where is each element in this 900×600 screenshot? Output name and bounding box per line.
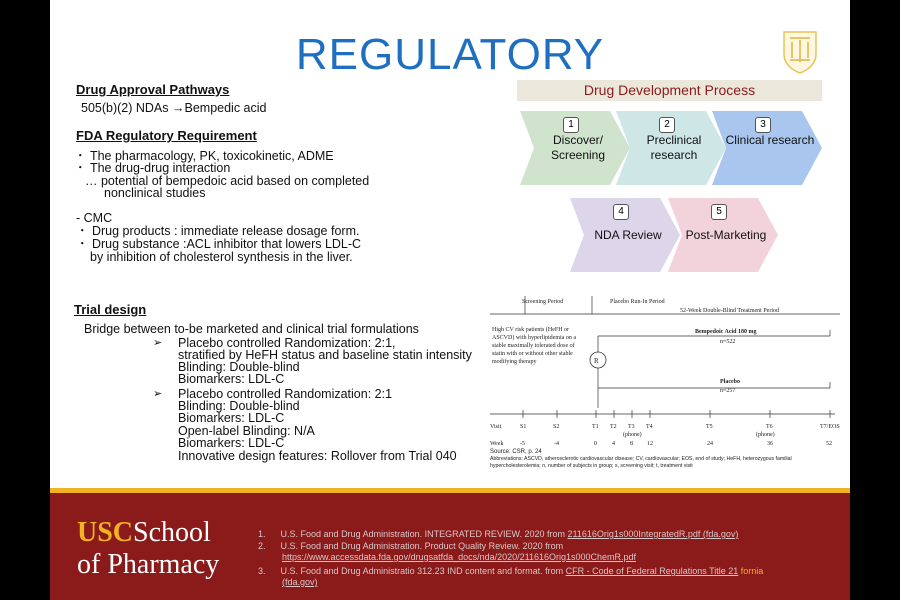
- visit-tick: T2: [610, 424, 617, 430]
- ref-number: 2.: [258, 541, 266, 551]
- ref-link[interactable]: https://www.accessdata.fda.gov/drugsatfda_docs/nda/2020/211616Orig1s000ChemR.pdf: [282, 552, 637, 562]
- drug-approval-heading: Drug Approval Pathways: [76, 82, 230, 97]
- week-label: Week: [490, 441, 504, 447]
- ref-number: 3.: [258, 566, 266, 576]
- logo-usc: USC: [77, 517, 134, 548]
- logo-school: School: [133, 517, 211, 548]
- population-text: High CV risk patients (HeFH or ASCVD) with hyperlipidemia on a stable maximally tolerated dose of statin with or without other stable modifying therapy: [492, 327, 576, 365]
- diagram-source: Source: CSR, p. 24: [490, 449, 542, 455]
- week-tick: 0: [594, 441, 597, 447]
- usc-logo: [77, 517, 211, 549]
- fda-line: ・ The drug-drug interaction: [74, 161, 231, 175]
- ref-link[interactable]: 211616Orig1s000IntegratedR.pdf (fda.gov): [567, 529, 739, 539]
- step-label: Preclinical research: [646, 133, 702, 162]
- step-label: NDA Review: [594, 228, 662, 242]
- step-number: 2: [659, 117, 675, 133]
- slide: [50, 0, 850, 600]
- reference-3: [258, 566, 763, 577]
- trial-item: Blinding: Double-blind: [178, 360, 300, 374]
- logo-of-pharmacy: of Pharmacy: [77, 549, 220, 580]
- bullet-arrow-icon: ➢: [153, 388, 163, 400]
- fda-line: nonclinical studies: [104, 186, 206, 200]
- slide-title: REGULATORY: [295, 30, 605, 79]
- fda-line: ・ Drug substance :ACL inhibitor that lowers LDL-C: [76, 237, 362, 251]
- step-number: 5: [711, 204, 727, 220]
- visit-tick: T5: [706, 424, 713, 430]
- trial-item: stratified by HeFH status and baseline statin intensity: [178, 349, 472, 362]
- ref-tail: fornia: [740, 566, 764, 576]
- approval-pathway-text: 505(b)(2) NDAs →Bempedic acid: [81, 101, 267, 115]
- week-tick: 12: [647, 441, 653, 447]
- visit-tick: T1: [592, 424, 599, 430]
- arm2-n: n=257: [720, 388, 736, 394]
- visit-tick: T6: [766, 424, 773, 430]
- study-design-diagram: [490, 296, 840, 472]
- process-step-3: [712, 111, 824, 185]
- visit-tick: T4: [646, 424, 653, 430]
- trial-item: Biomarkers: LDL-C: [178, 372, 285, 386]
- ref-text: U.S. Food and Drug Administration. INTEGRATED REVIEW. 2020 from: [280, 529, 568, 539]
- week-tick: 36: [767, 441, 773, 447]
- phone-note: (phone): [756, 432, 775, 438]
- fda-line: ・ The pharmacology, PK, toxicokinetic, ADME: [74, 149, 334, 163]
- diagram-abbrev: Abbreviations: ASCVD, atherosclerotic cardiovascular disease; CV, cardiovascular; EOS, end of study; HeFH, heterozygous familial: [490, 456, 792, 462]
- step-label: Post-Marketing: [685, 228, 767, 242]
- randomization-label: R: [594, 357, 599, 365]
- diagram-abbrev: hypercholesterolemia; n, number of subjects in group; s, screening visit; t, treatment visit: [490, 463, 693, 469]
- reference-2-link-line: [282, 552, 636, 563]
- visit-tick: T7/EOS: [820, 424, 840, 430]
- period-label: Placebo Run-In Period: [610, 299, 665, 305]
- ref-number: 1.: [258, 529, 266, 539]
- trial-bridge-text: Bridge between to-be marketed and clinical trial formulations: [84, 322, 419, 336]
- trial-design-heading: Trial design: [74, 302, 147, 317]
- fda-line: … potential of bempedoic acid based on completed: [85, 174, 370, 188]
- trial-item: Placebo controlled Randomization: 2:1: [178, 387, 393, 401]
- ref-link[interactable]: (fda.gov): [282, 577, 318, 587]
- reference-3-link-line: [282, 577, 318, 588]
- visit-tick: S1: [520, 424, 527, 430]
- reference-2: [258, 541, 563, 552]
- phone-note: (phone): [623, 432, 642, 438]
- trial-item: Blinding: Double-blind: [178, 399, 300, 413]
- drug-development-heading: Drug Development Process: [517, 80, 822, 101]
- arm2-label: Placebo: [720, 379, 740, 385]
- fda-requirement-heading: FDA Regulatory Requirement: [76, 128, 257, 143]
- week-tick: 8: [630, 441, 633, 447]
- period-label: Screening Period: [522, 299, 564, 305]
- visit-label: Visit: [490, 424, 502, 430]
- period-label: 52-Week Double-Blind Treatment Period: [680, 308, 780, 314]
- week-tick: 24: [707, 441, 713, 447]
- fda-line: - CMC: [76, 211, 113, 225]
- visit-tick: T3: [628, 424, 635, 430]
- step-label: Discover/ Screening: [550, 133, 606, 162]
- visit-tick: S2: [553, 424, 560, 430]
- week-tick: 52: [826, 441, 832, 447]
- ref-link[interactable]: CFR - Code of Federal Regulations Title 21: [565, 566, 739, 576]
- footer-band: [50, 488, 850, 600]
- trial-item: Biomarkers: LDL-C: [178, 411, 285, 425]
- fda-line: by inhibition of cholesterol synthesis in the liver.: [90, 250, 353, 264]
- week-tick: -4: [554, 441, 559, 447]
- process-step-5: [668, 198, 780, 272]
- reference-1: [258, 529, 738, 540]
- step-label: Clinical research: [725, 133, 815, 147]
- ref-text: U.S. Food and Drug Administratio 312.23 IND content and format. from: [280, 566, 566, 576]
- week-tick: -5: [520, 441, 525, 447]
- arm1-n: n=522: [720, 339, 736, 345]
- bullet-arrow-icon: ➢: [153, 337, 163, 349]
- trial-item: Placebo controlled Randomization: 2:1,: [178, 336, 396, 350]
- trial-item: Biomarkers: LDL-C: [178, 436, 285, 450]
- usc-seal-icon: [780, 28, 820, 74]
- step-number: 1: [563, 117, 579, 133]
- trial-item: Open-label Blinding: N/A: [178, 424, 315, 438]
- process-step-4: [570, 198, 682, 272]
- arm1-label: Bempedoic Acid 180 mg: [695, 329, 757, 335]
- step-number: 3: [755, 117, 771, 133]
- trial-item: Innovative design features: Rollover from Trial 040: [178, 449, 457, 463]
- ref-text: U.S. Food and Drug Administration. Product Quality Review. 2020 from: [280, 541, 564, 551]
- step-number: 4: [613, 204, 629, 220]
- fda-line: ・ Drug products : immediate release dosage form.: [76, 224, 360, 238]
- week-tick: 4: [612, 441, 615, 447]
